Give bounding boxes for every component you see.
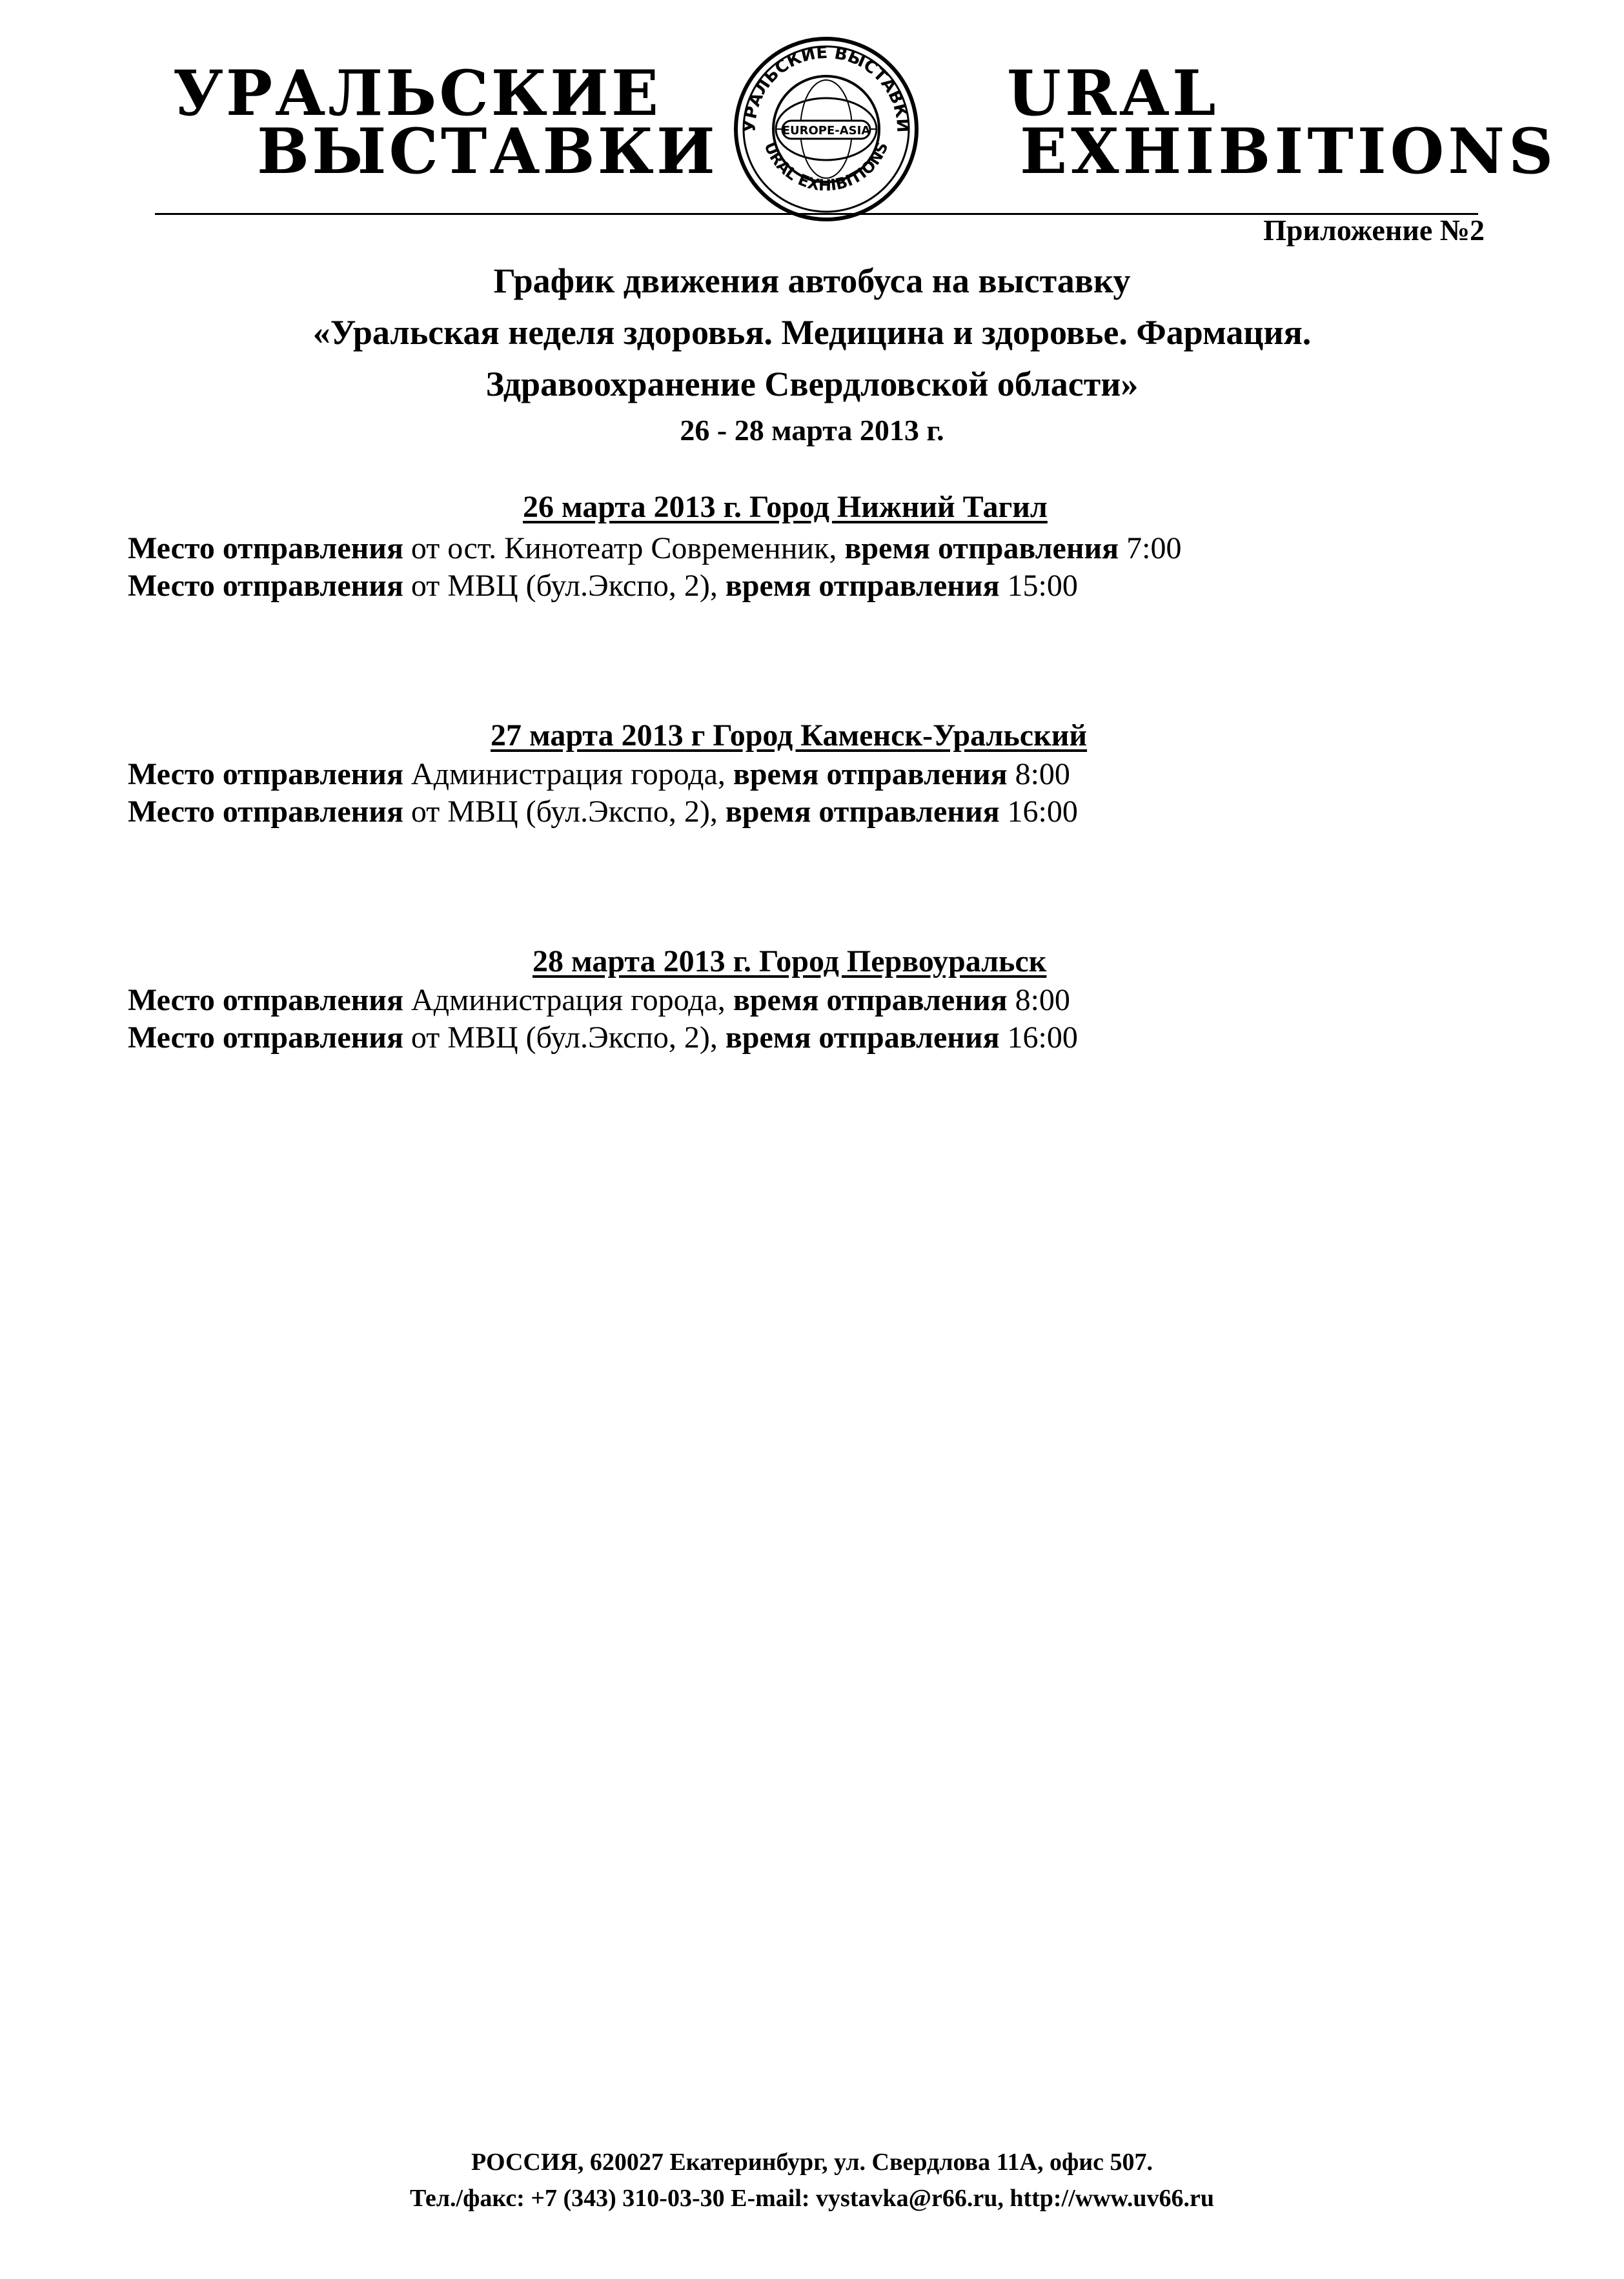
place-label: Место отправления [128,983,403,1017]
place-value: от МВЦ (бул.Экспо, 2), [403,795,726,829]
place-label: Место отправления [128,1020,403,1055]
time-label: время отправления [844,531,1119,565]
section-heading: 27 марта 2013 г Город Каменск-Уральский [491,718,1088,753]
place-value: от ост. Кинотеатр Современник, [403,531,845,565]
svg-text:УРАЛЬСКИЕ ВЫСТАВКИ [740,43,913,133]
logo-ru-line2: ВЫСТАВКИ [257,115,718,188]
footer-address: РОССИЯ, 620027 Екатеринбург, ул. Свердлова 11А, офис 507. [471,2149,1153,2176]
time-value: 7:00 [1119,531,1182,565]
place-label: Место отправления [128,757,403,791]
time-label: время отправления [725,569,1000,603]
title-line1: График движения автобуса на выставку [493,261,1131,300]
time-value: 8:00 [1007,983,1070,1017]
time-value: 16:00 [999,1020,1078,1055]
time-label: время отправления [725,1020,1000,1055]
place-label: Место отправления [128,795,403,829]
title-line3: Здравоохранение Свердловской области» [485,365,1139,403]
schedule-row [128,982,1070,1018]
place-value: Администрация города, [403,757,733,791]
title-dates: 26 - 28 марта 2013 г. [680,414,944,447]
schedule-row [128,756,1070,792]
place-value: Администрация города, [403,983,733,1017]
emblem-center-text: EUROPE-ASIA [782,124,871,137]
time-label: время отправления [733,757,1008,791]
schedule-row [128,531,1181,566]
svg-text:URAL EXHIBITIONS [760,139,891,194]
time-value: 16:00 [999,795,1078,829]
section-heading: 26 марта 2013 г. Город Нижний Тагил [523,490,1048,524]
place-value: от МВЦ (бул.Экспо, 2), [403,1020,726,1055]
section-heading: 28 марта 2013 г. Город Первоуральск [533,944,1047,978]
time-value: 8:00 [1007,757,1070,791]
logo-en-line1: URAL [1007,57,1220,130]
time-label: время отправления [725,795,1000,829]
schedule-row [128,1020,1078,1055]
emblem-top-text: УРАЛЬСКИЕ ВЫСТАВКИ [740,43,913,133]
logo-en-line2: EXHIBITIONS [1020,115,1558,188]
time-value: 15:00 [999,569,1078,603]
schedule-row [128,794,1078,829]
emblem-logo [729,32,923,226]
place-value: от МВЦ (бул.Экспо, 2), [403,569,726,603]
place-label: Место отправления [128,531,403,565]
emblem-bottom-text: URAL EXHIBITIONS [760,139,892,195]
appendix-label: Приложение №2 [1263,214,1485,247]
title-line2: «Уральская неделя здоровья. Медицина и здоровье. Фармация. [312,313,1312,352]
schedule-row [128,568,1078,603]
logo-ru-line1: УРАЛЬСКИЕ [173,57,661,130]
time-label: время отправления [733,983,1008,1017]
footer-contacts: Тел./факс: +7 (343) 310-03-30 E-mail: vystavka@r66.ru, http://www.uv66.ru [409,2185,1215,2212]
place-label: Место отправления [128,569,403,603]
